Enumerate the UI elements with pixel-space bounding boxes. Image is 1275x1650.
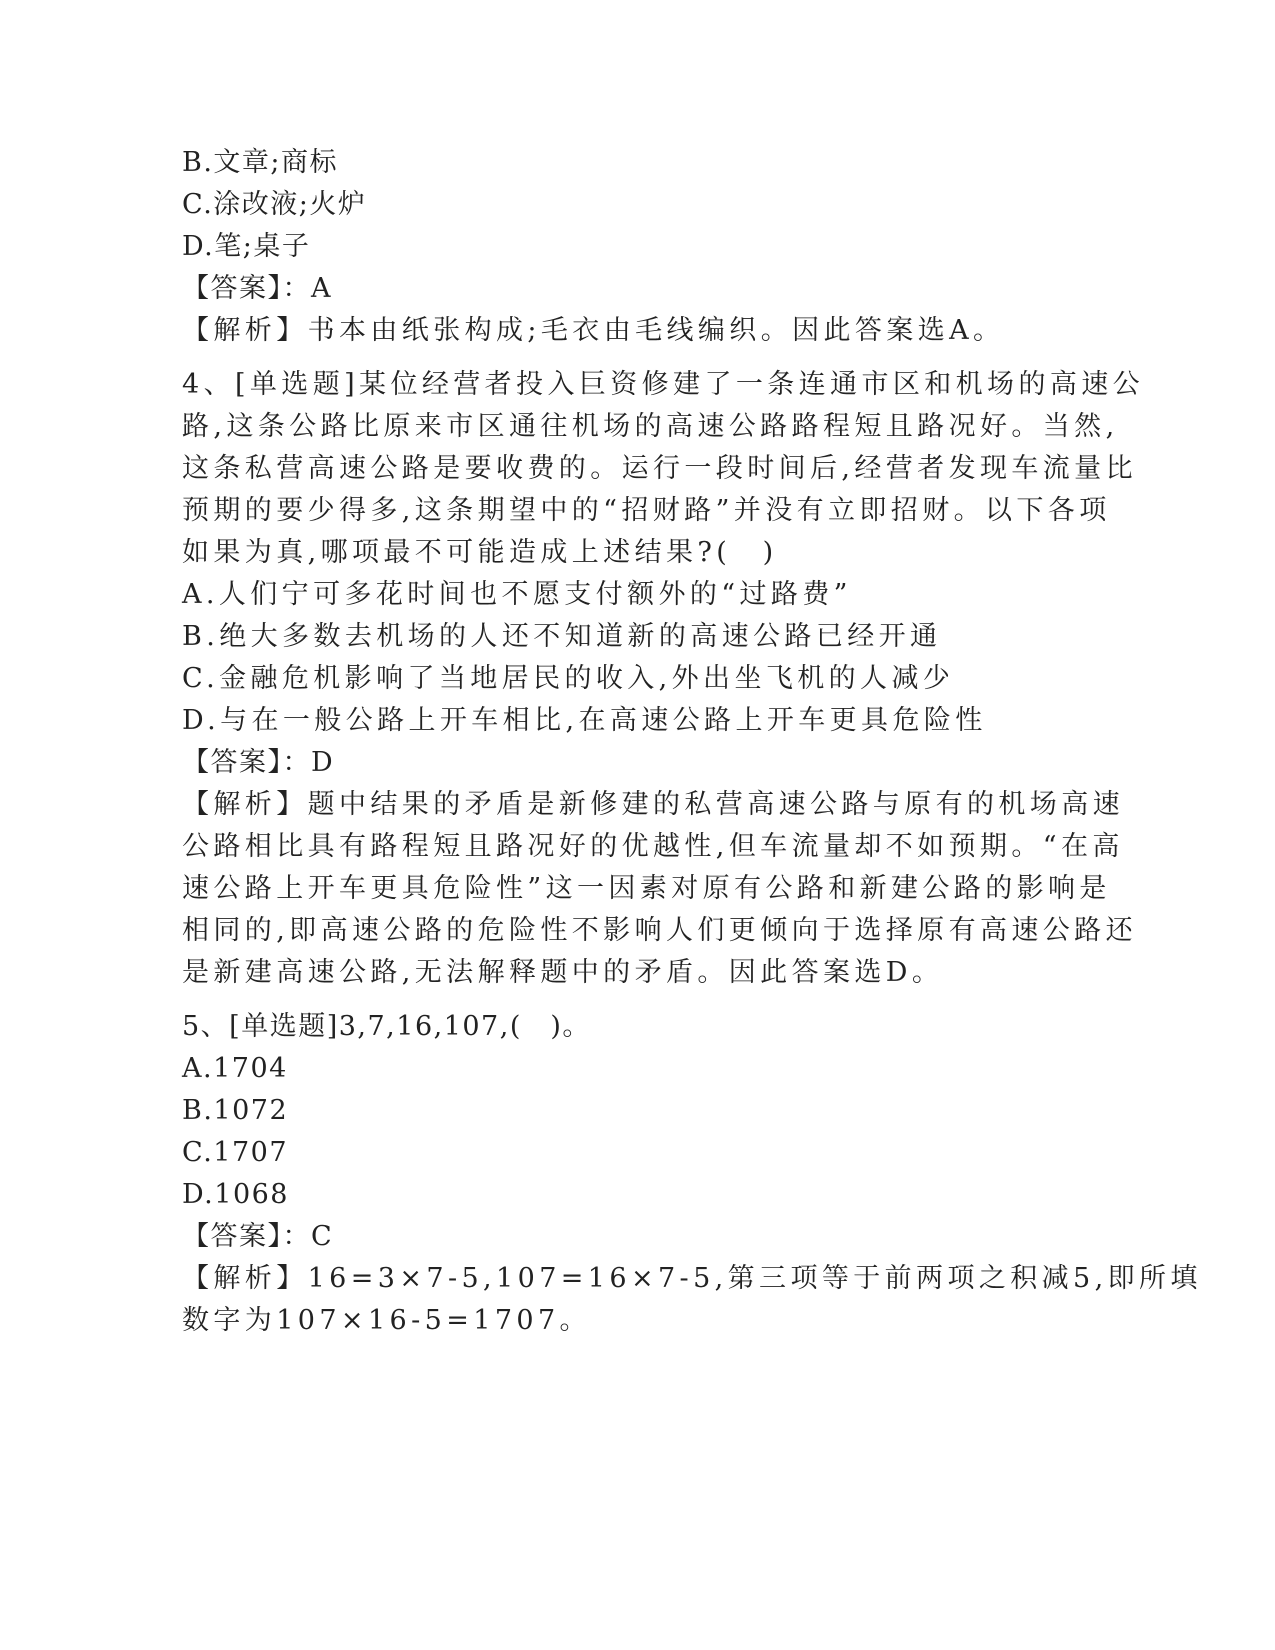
- option-a: A.1704: [182, 1053, 288, 1084]
- option-b: B.1072: [182, 1095, 289, 1126]
- document-page: [182, 142, 1202, 1342]
- question-stem-line: 4、[单选题]某位经营者投入巨资修建了一条连通市区和机场的高速公: [182, 369, 1145, 400]
- option-d: D.与在一般公路上开车相比,在高速公路上开车更具危险性: [182, 705, 987, 736]
- answer-line: 【答案】：C: [182, 1221, 334, 1252]
- analysis-line: 相同的,即高速公路的危险性不影响人们更倾向于选择原有高速公路还: [182, 915, 1137, 946]
- question-4-block: [182, 364, 1145, 994]
- analysis-line: 公路相比具有路程短且路况好的优越性,但车流量却不如预期。“在高: [182, 831, 1124, 862]
- question-stem-line: 预期的要少得多,这条期望中的“招财路”并没有立即招财。以下各项: [182, 495, 1111, 526]
- analysis-line: 是新建高速公路,无法解释题中的矛盾。因此答案选D。: [182, 957, 944, 988]
- question-stem-line: 这条私营高速公路是要收费的。运行一段时间后,经营者发现车流量比: [182, 453, 1137, 484]
- question-5-block: [182, 1006, 1202, 1342]
- question-stem-line: 5、[单选题]3,7,16,107,( )。: [182, 1011, 591, 1042]
- answer-line: 【答案】：A: [182, 273, 332, 304]
- analysis-line: 【解析】题中结果的矛盾是新修建的私营高速公路与原有的机场高速: [182, 789, 1124, 820]
- option-d: D.1068: [182, 1179, 289, 1210]
- analysis-line: 【解析】16=3×7-5,107=16×7-5,第三项等于前两项之积减5,即所填: [182, 1263, 1202, 1294]
- option-b: B.文章;商标: [182, 147, 339, 178]
- question-stem-line: 路,这条公路比原来市区通往机场的高速公路路程短且路况好。当然,: [182, 411, 1119, 442]
- analysis-line: 数字为107×16-5=1707。: [182, 1305, 591, 1336]
- analysis-line: 速公路上开车更具危险性”这一因素对原有公路和新建公路的影响是: [182, 873, 1111, 904]
- option-c: C.涂改液;火炉: [182, 189, 367, 220]
- question-stem-line: 如果为真,哪项最不可能造成上述结果?( ): [182, 537, 778, 568]
- answer-line: 【答案】：D: [182, 747, 335, 778]
- option-d: D.笔;桌子: [182, 231, 311, 262]
- option-b: B.绝大多数去机场的人还不知道新的高速公路已经开通: [182, 621, 942, 652]
- option-a: A.人们宁可多花时间也不愿支付额外的“过路费”: [182, 579, 852, 610]
- analysis-line: 【解析】书本由纸张构成;毛衣由毛线编织。因此答案选A。: [182, 315, 1005, 346]
- option-c: C.金融危机影响了当地居民的收入,外出坐飞机的人减少: [182, 663, 955, 694]
- prev-question-block: [182, 142, 1082, 352]
- option-c: C.1707: [182, 1137, 288, 1168]
